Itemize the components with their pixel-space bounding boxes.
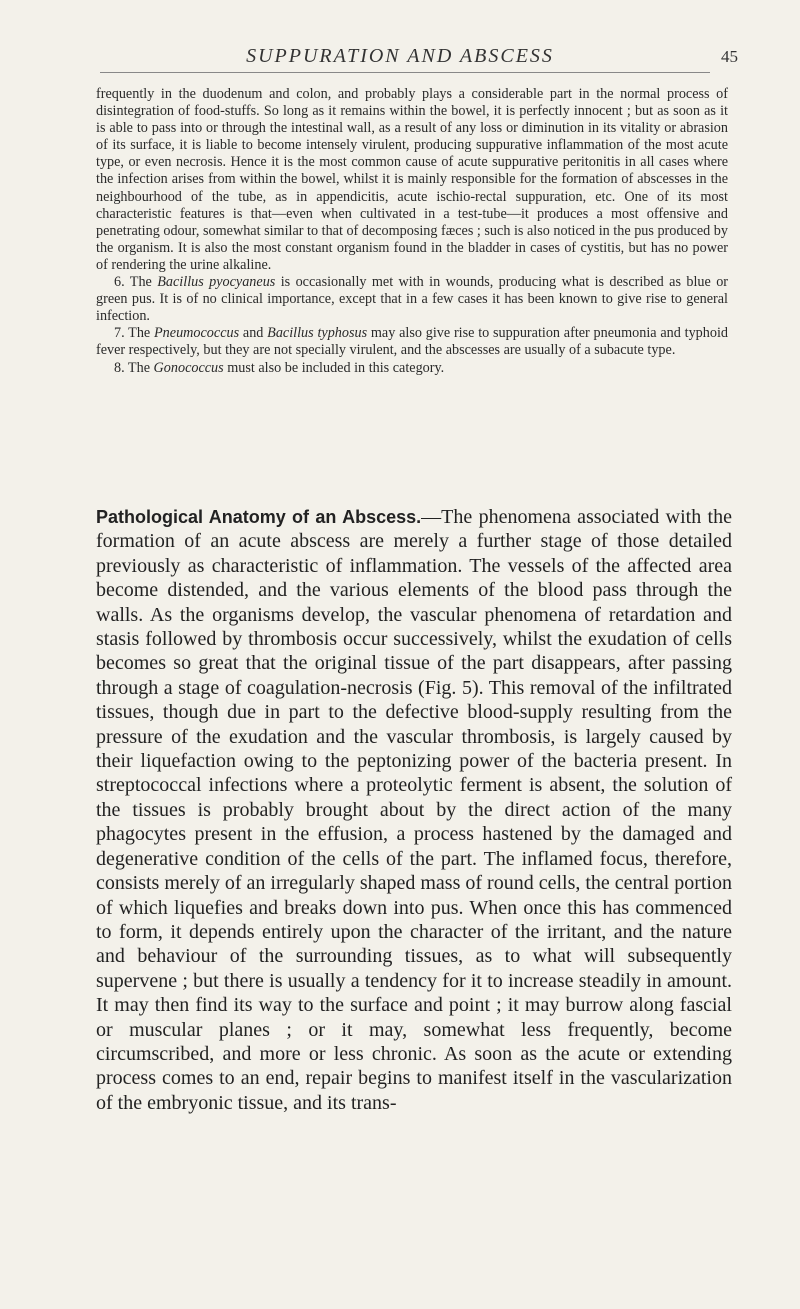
running-head: SUPPURATION AND ABSCESS xyxy=(246,45,554,67)
list-item-8 xyxy=(96,360,728,377)
section-heading: Pathological Anatomy of an Abscess. xyxy=(96,507,422,527)
organism-name: Pneumococcus xyxy=(154,325,240,342)
page-header xyxy=(0,45,800,75)
list-item-6 xyxy=(96,274,728,325)
item-number: 7. The xyxy=(114,325,151,342)
item-text: must also be included in this category. xyxy=(227,359,445,376)
small-print-block xyxy=(96,86,728,377)
item-text: may also give rise to suppuration after pneumonia and typhoid fever respectively, but they are not specially virulent, and the abscesses are usually of a subacute type. xyxy=(96,325,728,359)
organism-name: Gonococcus xyxy=(153,359,224,376)
item-number: 8. The xyxy=(114,359,150,376)
conjunction: and xyxy=(242,325,264,342)
organism-name: Bacillus typhosus xyxy=(267,325,368,342)
section-paragraph xyxy=(96,505,732,1115)
page-number: 45 xyxy=(721,47,738,66)
item-text: is occasionally met with in wounds, producing what is described as blue or green pus. It is of no clinical importance, except that in a few cases it has been known to give rise to general infection. xyxy=(96,274,729,325)
item-number: 6. The xyxy=(114,274,152,291)
paragraph-continuation: frequently in the duodenum and colon, and probably plays a considerable part in the normal process of disintegration of food-stuffs. So long as it remains within the bowel, it is perfectly innocent ; but as soon as it is able to pass into or through the intestinal wall, as a result of any loss or diminution in its vitality or abrasion of its surface, it is liable to become intensely virulent, producing suppurative inflammation of the most acute type, or even necrosis. Hence it is the most common cause of acute suppurative peritonitis in all cases where the infection arises from within the bowel, whilst it is mainly responsible for the formation of abscesses in the neighbourhood of the tube, as in appendicitis, acute ischio-rectal suppuration, etc. One of its most characteristic features is that—even when cultivated in a test-tube—it produces a most offensive and penetrating odour, somewhat similar to that of decomposing fæces ; such is also noticed in the pus produced by the organism. It is also the most constant organism found in the bladder in cases of cystitis, but has no power of rendering the urine alkaline. xyxy=(96,86,728,273)
section-block xyxy=(96,505,732,1115)
header-rule xyxy=(100,72,710,73)
organism-name: Bacillus pyocyaneus xyxy=(157,274,276,291)
section-body: —The phenomena associated with the formation of an acute abscess are merely a further stage of those detailed previously as characteristic of inflammation. The vessels of the affected area become distended, and the various elements of the blood pass through the walls. As the organisms develop, the vascular phenomena of retardation and stasis followed by thrombosis occur successively, whilst the exudation of cells becomes so great that the original tissue of the part disappears, after passing through a stage of coagulation-necrosis (Fig. 5). This removal of the infiltrated tissues, though due in part to the defective blood-supply resulting from the pressure of the exudation and the vascular thrombosis, is largely caused by their liquefaction owing to the peptonizing power of the bacteria present. In streptococcal infections where a proteolytic ferment is absent, the solution of the tissues is probably brought about by the direct action of the many phagocytes present in the effusion, a process hastened by the damaged and degenerative condition of the cells of the part. The inflamed focus, therefore, consists merely of an irregularly shaped mass of round cells, the central portion of which liquefies and breaks down into pus. When once this has commenced to form, it depends entirely upon the character of the irritant, and the nature and behaviour of the surrounding tissues, as to what will subsequently supervene ; but there is usually a tendency for it to increase steadily in amount. It may then find its way to the surface and point ; it may burrow along fascial or muscular planes ; or it may, somewhat less frequently, become circumscribed, and more or less chronic. As soon as the acute or extending process comes to an end, repair begins to manifest itself in the vascularization of the embryonic tissue, and its trans- xyxy=(96,506,732,1114)
list-item-7 xyxy=(96,325,728,359)
